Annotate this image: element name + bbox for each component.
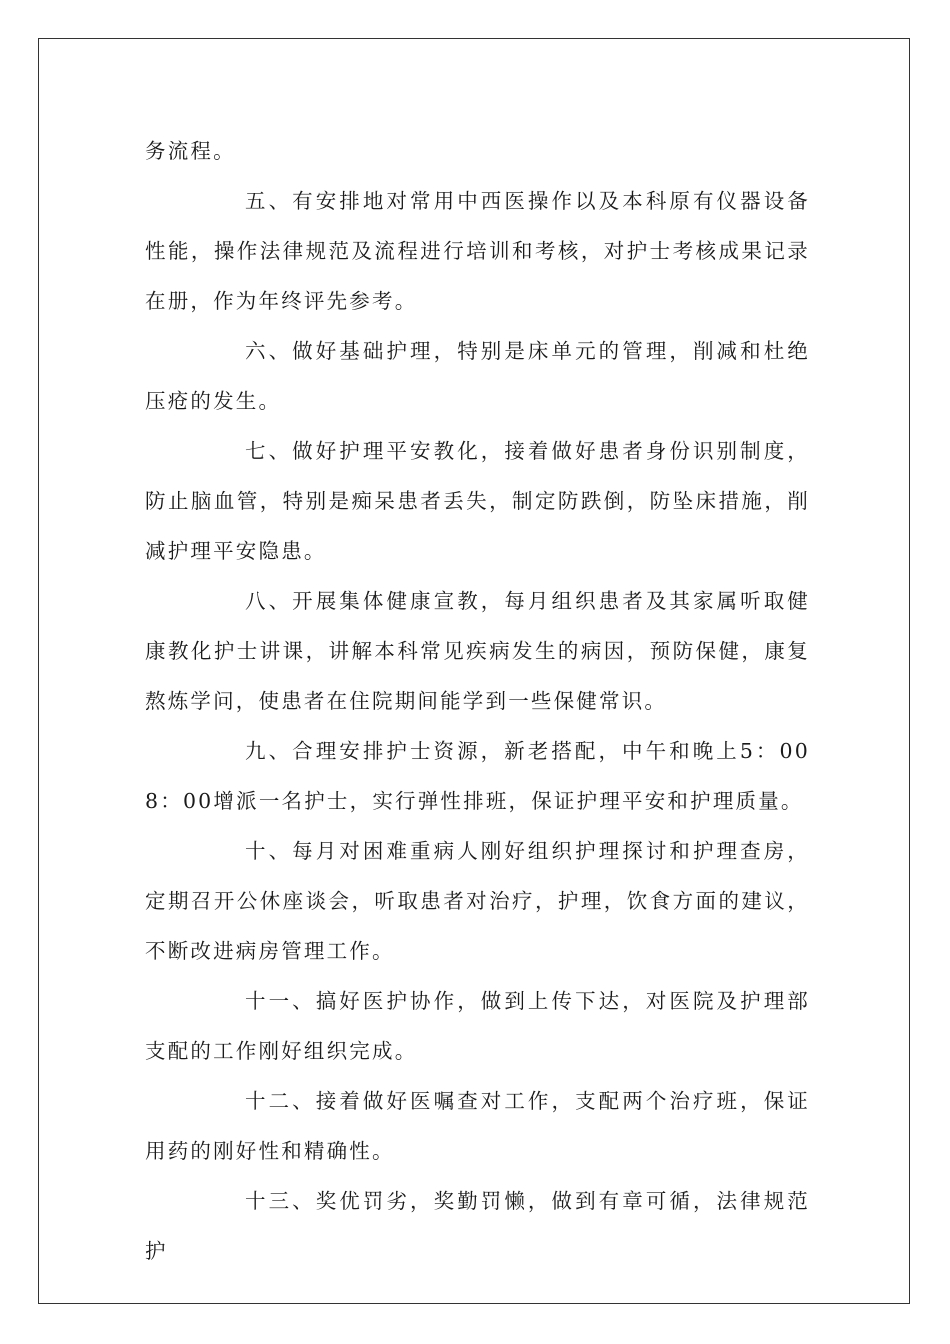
paragraph-8: 十一、搞好医护协作，做到上传下达，对医院及护理部支配的工作刚好组织完成。	[145, 989, 810, 1063]
paragraph-3: 六、做好基础护理，特别是床单元的管理，削减和杜绝压疮的发生。	[145, 339, 810, 413]
paragraph-9: 十二、接着做好医嘱查对工作，支配两个治疗班，保证用药的刚好性和精确性。	[145, 1089, 810, 1163]
document-body	[145, 126, 810, 1276]
paragraph-6: 九、合理安排护士资源，新老搭配，中午和晚上5：008：00增派一名护士，实行弹性排班，保证护理平安和护理质量。	[145, 739, 810, 813]
paragraph-4: 七、做好护理平安教化，接着做好患者身份识别制度，防止脑血管，特别是痴呆患者丢失，制定防跌倒，防坠床措施，削减护理平安隐患。	[145, 439, 810, 563]
paragraph-5: 八、开展集体健康宣教，每月组织患者及其家属听取健康教化护士讲课，讲解本科常见疾病发生的病因，预防保健，康复熬炼学问，使患者在住院期间能学到一些保健常识。	[145, 589, 810, 713]
paragraph-7: 十、每月对困难重病人刚好组织护理探讨和护理查房，定期召开公休座谈会，听取患者对治疗，护理，饮食方面的建议，不断改进病房管理工作。	[145, 839, 810, 963]
paragraph-1: 务流程。	[145, 139, 236, 163]
paragraph-2: 五、有安排地对常用中西医操作以及本科原有仪器设备性能，操作法律规范及流程进行培训和考核，对护士考核成果记录在册，作为年终评先参考。	[145, 189, 810, 313]
paragraph-10: 十三、奖优罚劣，奖勤罚懒，做到有章可循，法律规范护	[145, 1189, 810, 1263]
